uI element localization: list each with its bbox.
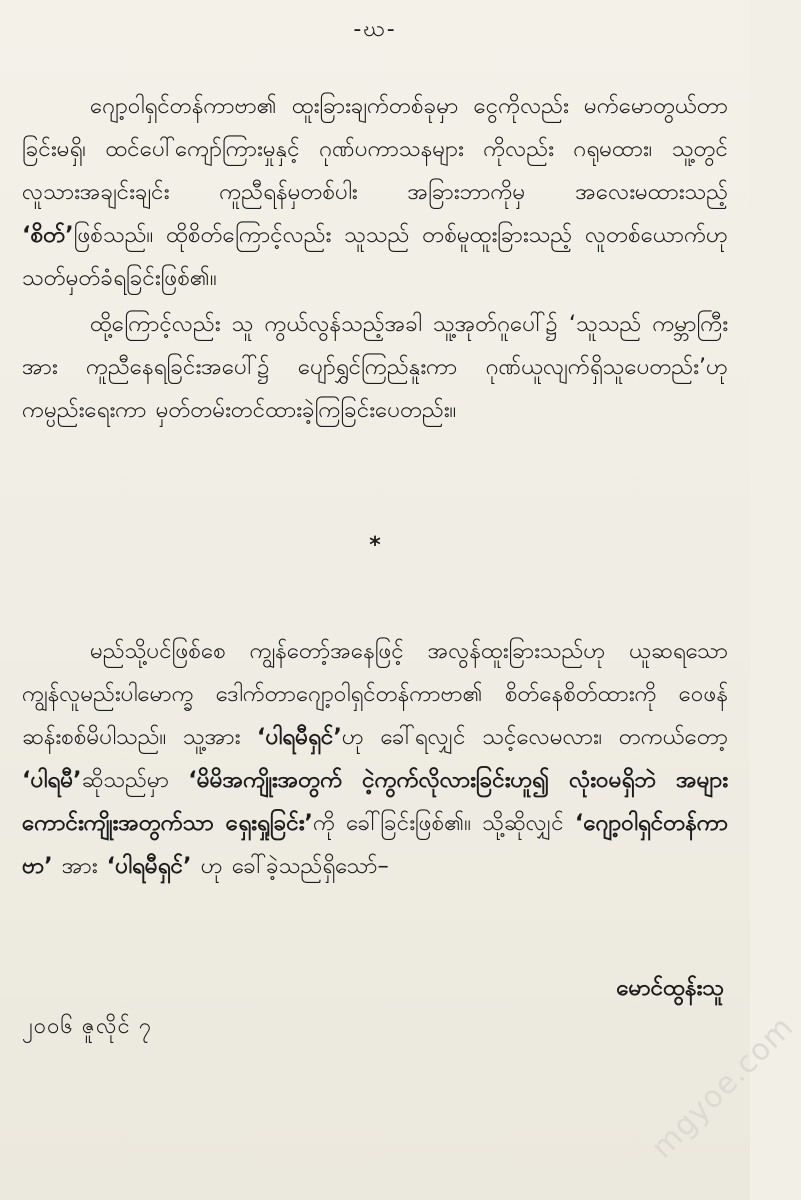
paragraph-3-seg3: ဟု ခေါ်ရလျှင် သင့်လေမလား၊ တကယ်တော့ xyxy=(341,724,728,750)
paragraph-1 xyxy=(22,85,728,300)
paragraph-1-text-after: ဖြစ်သည်။ ထိုစိတ်ကြောင့်လည်း သူသည် တစ်မူထူးခြားသည့် လူတစ်ယောက်ဟု သတ်မှတ်ခံရခြင်းဖြစ်၏။ xyxy=(22,222,728,291)
paragraph-3-bold-definition: ‘မိမိအကျိုးအတွက် ငဲ့ကွက်လိုလားခြင်းဟူ၍ လုံးဝမရှိဘဲ အများကောင်းကျိုးအတွက်သာ ရှေးရှုခြင်း’ xyxy=(22,767,729,836)
paragraph-3 xyxy=(22,630,728,888)
paragraph-3-bold-term: ‘ပါရမီရှင်’ xyxy=(256,724,342,750)
paragraph-3-seg5: ဆိုသည်မှာ xyxy=(81,767,189,793)
paragraph-3-seg7: ကို ခေါ်ခြင်းဖြစ်၏။ သို့ဆိုလျှင် xyxy=(312,810,575,836)
paragraph-3-seg11: ဟု ခေါ်ခဲ့သည်ရှိသော်– xyxy=(191,853,389,879)
author-signature: မောင်ထွန်းသူ xyxy=(616,975,724,1001)
paragraph-3-bold-term: ‘ပါရမီ’ xyxy=(22,767,82,793)
date-line: ၂၀၀၆ ဇူလိုင် ၇ xyxy=(22,1014,153,1039)
paragraph-2-text: ထို့ကြောင့်လည်း သူ ကွယ်လွန်သည့်အခါ သူ့အုတ်ဂူပေါ်၌ ‘သူသည် ကမ္ဘာကြီးအား ကူညီနေရခြင်းအပေါ်၌ ပျော်ရွှင်ကြည်နူးကာ ဂုဏ်ယူလျက်ရှိသူပေတည်း’ဟု ကမ္ပည်းရေးကာ မှတ်တမ်းတင်ထားခဲ့ကြခြင်းပေတည်း။ xyxy=(22,311,728,423)
paragraph-3-bold-term: ‘ပါရမီရှင်’ xyxy=(106,853,192,879)
page-number: -ဃ- xyxy=(353,17,397,42)
paragraph-3-bold-name: ‘ဂျော့ဝါရှင်တန်ကာဗာ’ xyxy=(22,810,729,879)
watermark: mgyoe.com xyxy=(644,1009,801,1166)
paragraph-1-text: ဂျော့ဝါရှင်တန်ကာဗာ၏ ထူးခြားချက်တစ်ခုမှာ ငွေကိုလည်း မက်မောတွယ်တာခြင်းမရှိ၊ ထင်ပေါ်ကျော်ကြားမှုနှင့် ဂုဏ်ပကာသနများ ကိုလည်း ဂရုမထား၊ သူ့တွင် လူသားအချင်းချင်း ကူညီရန်မှတစ်ပါး အခြားဘာကိုမှ အလေးမထားသည့် xyxy=(22,93,728,205)
paragraph-1-bold-term: ‘စိတ်’ xyxy=(22,222,74,248)
paragraph-3-seg9: အား xyxy=(52,853,107,879)
paragraph-2 xyxy=(22,303,728,432)
paragraph-3-seg1: မည်သို့ပင်ဖြစ်စေ ကျွန်တော့်အနေဖြင့် အလွန်ထူးခြားသည်ဟု ယူဆရသော ကျွန်လူမည်းပါမောက္ခ ဒေါက်တာဂျော့ဝါရှင်တန်ကာဗာ၏ စိတ်နေစိတ်ထားကို ဝေဖန်ဆန်းစစ်မိပါသည်။ သူ့အား xyxy=(22,638,728,750)
section-separator: * xyxy=(369,533,381,558)
